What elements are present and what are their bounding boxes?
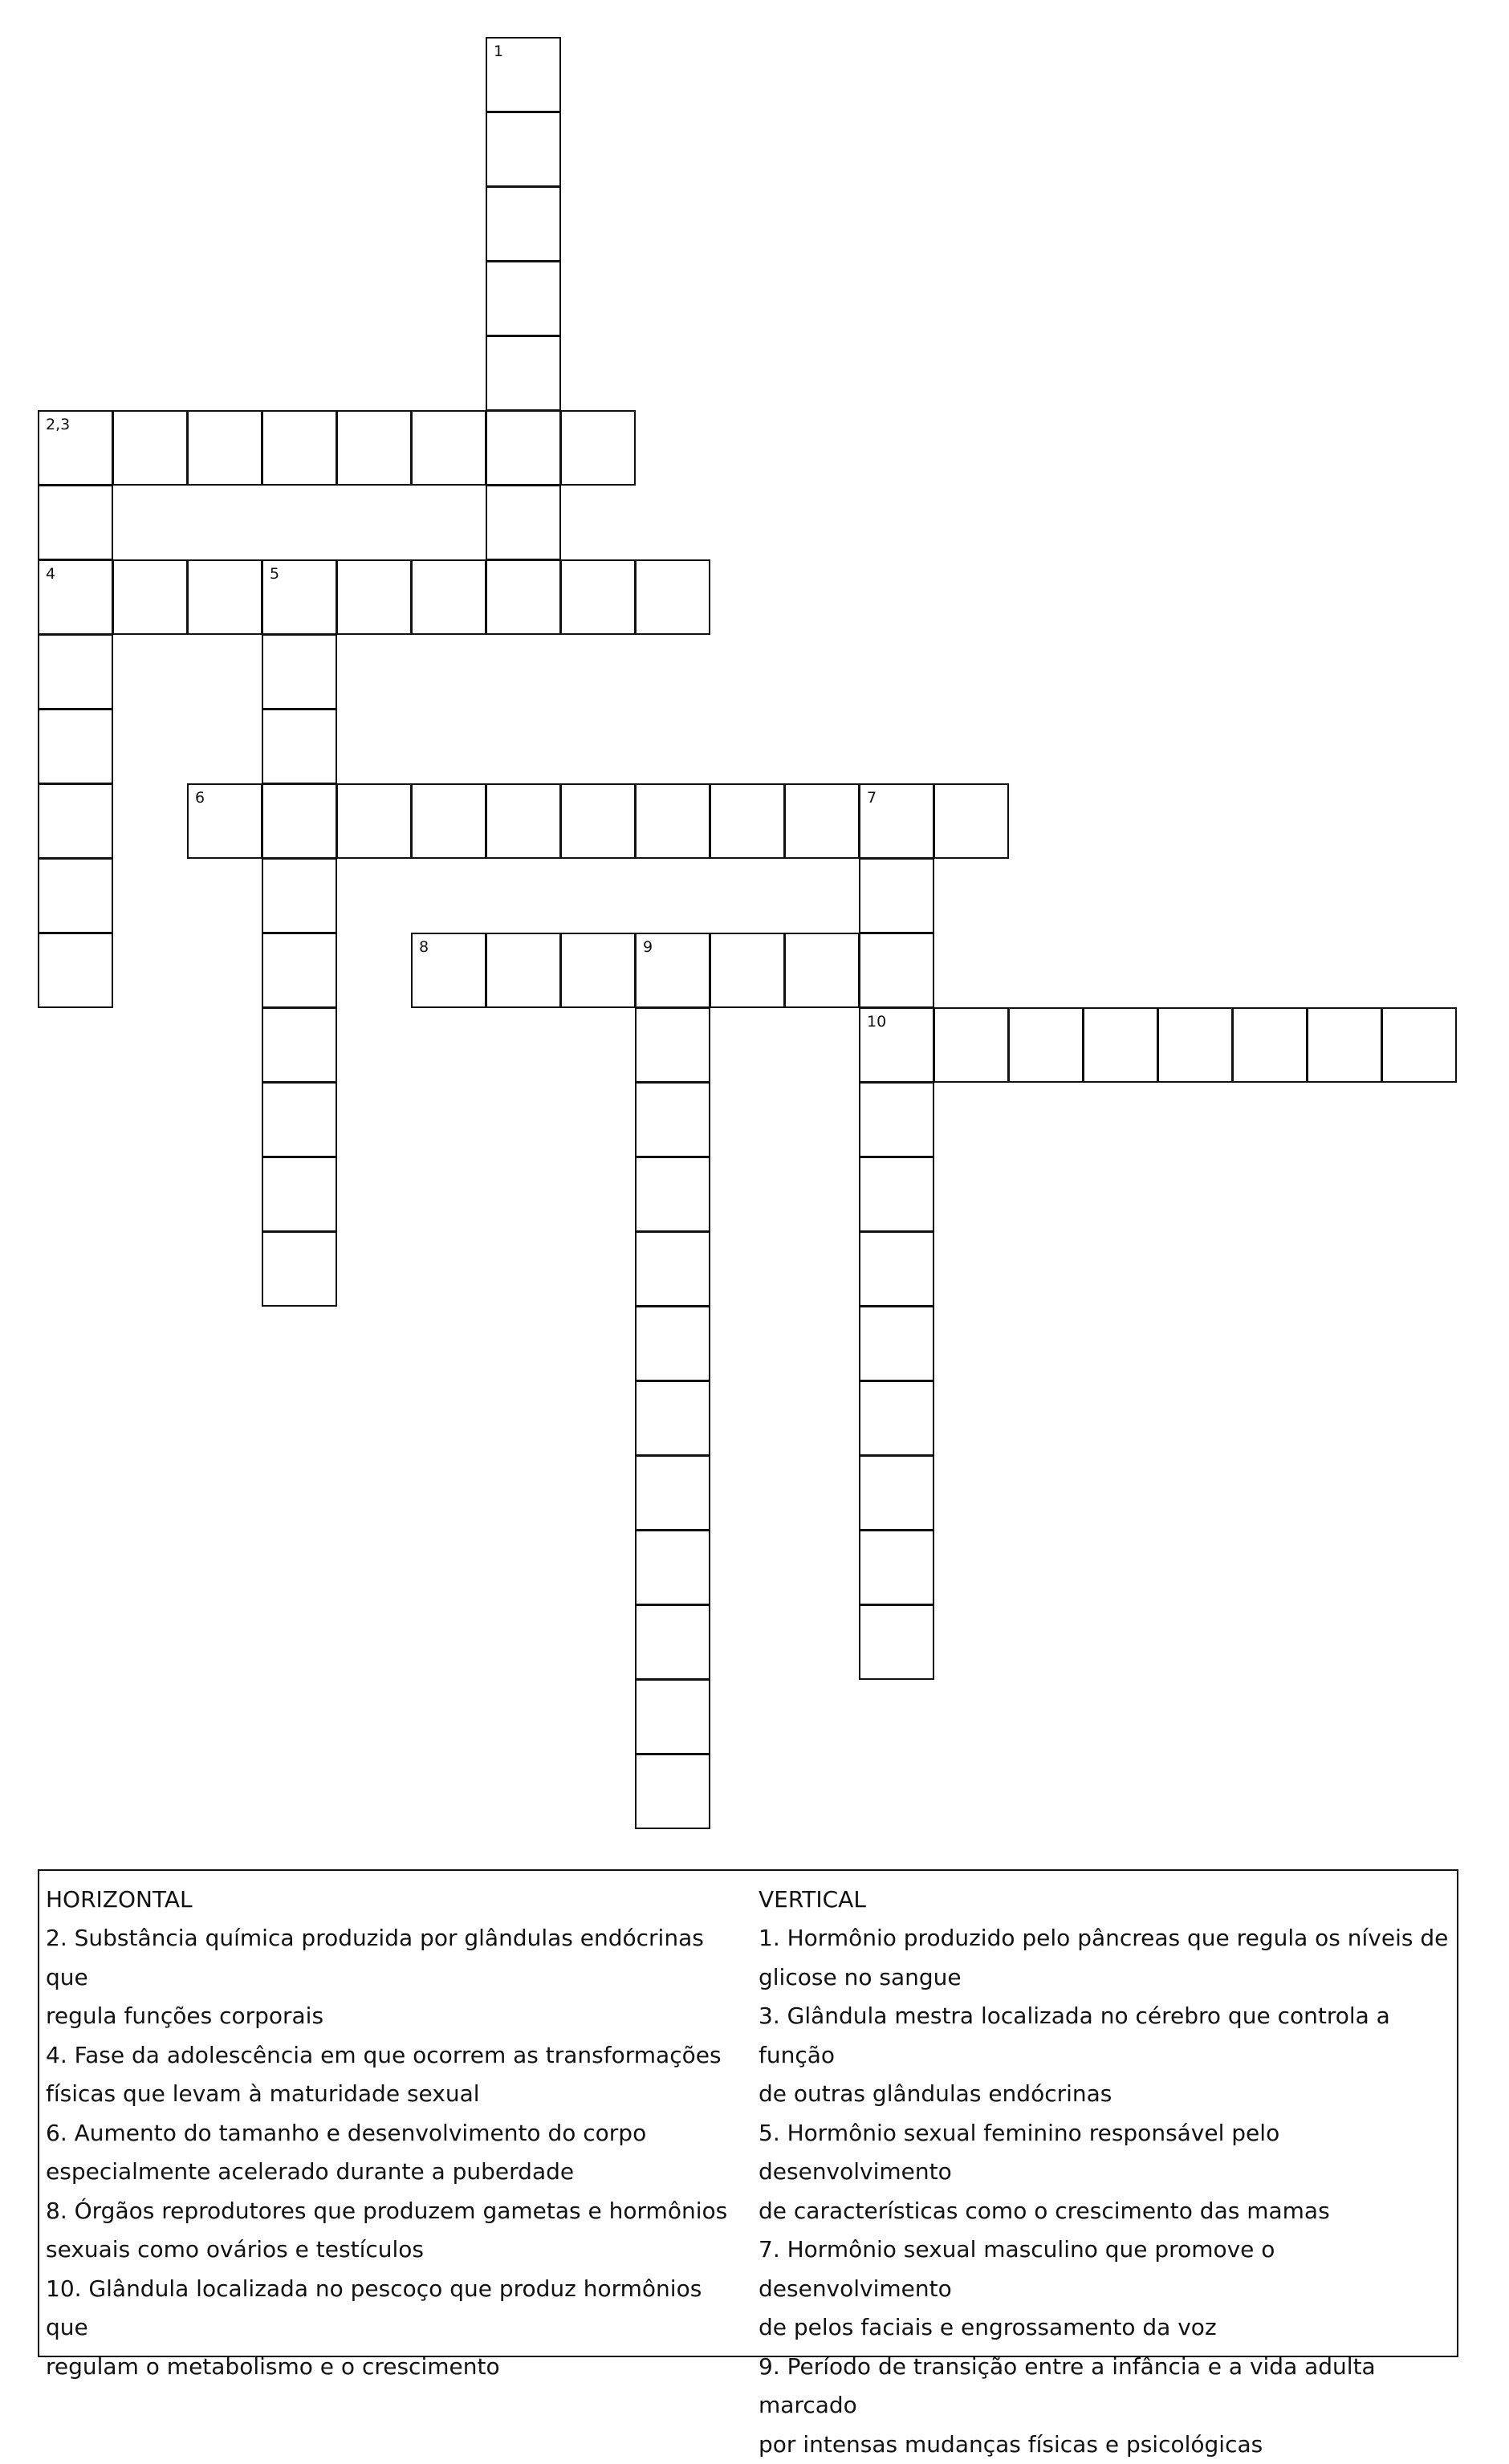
crossword-cell[interactable] (635, 1754, 710, 1829)
crossword-cell[interactable] (262, 1082, 337, 1157)
crossword-cell[interactable] (560, 933, 636, 1008)
crossword-cell[interactable] (187, 559, 262, 635)
crossword-cell[interactable] (635, 559, 710, 635)
crossword-cell[interactable] (262, 1157, 337, 1232)
crossword-cell[interactable] (411, 410, 486, 486)
clue-line: especialmente acelerado durante a puberdade (46, 2153, 736, 2192)
crossword-cell[interactable] (859, 1455, 934, 1531)
crossword-cell[interactable] (784, 783, 860, 859)
crossword-cell[interactable] (112, 410, 188, 486)
horizontal-clues (46, 1881, 736, 2386)
crossword-cell[interactable] (933, 783, 1009, 859)
crossword-cell[interactable] (262, 709, 337, 784)
crossword-cell[interactable] (336, 410, 412, 486)
crossword-cell[interactable] (486, 933, 561, 1008)
crossword-cell[interactable] (859, 1082, 934, 1157)
crossword-cell[interactable] (635, 1007, 710, 1083)
crossword-cell[interactable] (635, 1530, 710, 1605)
clue-line: de pelos faciais e engrossamento da voz (759, 2308, 1449, 2348)
crossword-cell[interactable] (262, 1007, 337, 1083)
clue-number: 5 (270, 565, 279, 583)
crossword-cell[interactable] (933, 1007, 1009, 1083)
crossword-cell[interactable] (859, 1157, 934, 1232)
clue-line: regulam o metabolismo e o crescimento (46, 2348, 736, 2387)
crossword-cell[interactable] (411, 933, 486, 1008)
clue-line: glicose no sangue (759, 1958, 1449, 1998)
crossword-cell[interactable] (486, 783, 561, 859)
clue-line: 4. Fase da adolescência em que ocorrem as transformações (46, 2036, 736, 2076)
crossword-cell[interactable] (859, 858, 934, 933)
crossword-cell[interactable] (411, 783, 486, 859)
crossword-cell[interactable] (262, 933, 337, 1008)
crossword-cell[interactable] (38, 410, 113, 486)
crossword-cell[interactable] (859, 1007, 934, 1083)
crossword-cell[interactable] (262, 858, 337, 933)
crossword-cell[interactable] (486, 559, 561, 635)
clue-line: regula funções corporais (46, 1997, 736, 2036)
crossword-cell[interactable] (38, 634, 113, 710)
crossword-cell[interactable] (411, 559, 486, 635)
clue-line: por intensas mudanças físicas e psicológicas (759, 2425, 1449, 2464)
crossword-cell[interactable] (486, 485, 561, 560)
clue-number: 9 (643, 938, 653, 956)
clue-number: 10 (867, 1013, 886, 1031)
clue-line: 1. Hormônio produzido pelo pâncreas que regula os níveis de (759, 1919, 1449, 1958)
crossword-cell[interactable] (635, 933, 710, 1008)
crossword-cell[interactable] (635, 1306, 710, 1381)
clue-number: 7 (867, 789, 877, 807)
crossword-cell[interactable] (784, 933, 860, 1008)
clue-line: 3. Glândula mestra localizada no cérebro que controla a função (759, 1997, 1449, 2075)
crossword-cell[interactable] (560, 410, 636, 486)
crossword-cell[interactable] (859, 1380, 934, 1456)
crossword-cell[interactable] (486, 112, 561, 187)
vertical-clue-list (759, 1919, 1449, 2464)
crossword-cell[interactable] (859, 1231, 934, 1307)
crossword-cell[interactable] (710, 933, 785, 1008)
crossword-cell[interactable] (1157, 1007, 1233, 1083)
crossword-cell[interactable] (336, 783, 412, 859)
crossword-cell[interactable] (859, 933, 934, 1008)
crossword-cell[interactable] (635, 783, 710, 859)
crossword-cell[interactable] (635, 1082, 710, 1157)
crossword-cell[interactable] (262, 634, 337, 710)
crossword-cell[interactable] (1083, 1007, 1158, 1083)
clue-line: 5. Hormônio sexual feminino responsável pelo desenvolvimento (759, 2114, 1449, 2192)
crossword-cell[interactable] (262, 1231, 337, 1307)
clue-number: 6 (195, 789, 205, 807)
clue-number: 4 (46, 565, 55, 583)
clue-number: 8 (419, 938, 429, 956)
crossword-cell[interactable] (859, 783, 934, 859)
crossword-cell[interactable] (859, 1604, 934, 1680)
vertical-clues (759, 1881, 1449, 2464)
crossword-cell[interactable] (635, 1231, 710, 1307)
clue-line: de outras glândulas endócrinas (759, 2075, 1449, 2114)
crossword-cell[interactable] (859, 1306, 934, 1381)
crossword-cell[interactable] (38, 709, 113, 784)
crossword-cell[interactable] (1232, 1007, 1308, 1083)
crossword-cell[interactable] (635, 1157, 710, 1232)
clue-line: 2. Substância química produzida por glândulas endócrinas que (46, 1919, 736, 1997)
clue-line: 6. Aumento do tamanho e desenvolvimento do corpo (46, 2114, 736, 2153)
clue-line: físicas que levam à maturidade sexual (46, 2075, 736, 2114)
crossword-cell[interactable] (486, 335, 561, 411)
crossword-cell[interactable] (635, 1455, 710, 1531)
crossword-cell[interactable] (187, 783, 262, 859)
horizontal-heading: HORIZONTAL (46, 1881, 736, 1919)
crossword-cell[interactable] (560, 559, 636, 635)
crossword-cell[interactable] (112, 559, 188, 635)
clue-line: 7. Hormônio sexual masculino que promove o desenvolvimento (759, 2230, 1449, 2308)
crossword-cell[interactable] (38, 559, 113, 635)
crossword-cell[interactable] (336, 559, 412, 635)
crossword-cell[interactable] (486, 37, 561, 112)
crossword-cell[interactable] (38, 485, 113, 560)
clue-line: 8. Órgãos reprodutores que produzem gametas e hormônios (46, 2192, 736, 2231)
crossword-cell[interactable] (859, 1530, 934, 1605)
clue-line: 10. Glândula localizada no pescoço que produz hormônios que (46, 2270, 736, 2348)
crossword-cell[interactable] (710, 783, 785, 859)
crossword-cell[interactable] (262, 410, 337, 486)
crossword-cell[interactable] (1381, 1007, 1457, 1083)
crossword-cell[interactable] (187, 410, 262, 486)
crossword-cell[interactable] (1307, 1007, 1382, 1083)
vertical-heading: VERTICAL (759, 1881, 1449, 1919)
crossword-cell[interactable] (262, 559, 337, 635)
crossword-cell[interactable] (635, 1604, 710, 1680)
crossword-cell[interactable] (1008, 1007, 1084, 1083)
crossword-cell[interactable] (38, 783, 113, 859)
clue-line: de características como o crescimento das mamas (759, 2192, 1449, 2231)
crossword-cell[interactable] (38, 933, 113, 1008)
clue-line: 9. Período de transição entre a infância e a vida adulta marcado (759, 2348, 1449, 2425)
clue-number: 1 (494, 43, 503, 60)
clues-box (38, 1869, 1458, 2357)
crossword-cell[interactable] (486, 186, 561, 262)
crossword-cell[interactable] (486, 261, 561, 336)
crossword-cell[interactable] (486, 410, 561, 486)
crossword-cell[interactable] (635, 1380, 710, 1456)
clue-line: sexuais como ovários e testículos (46, 2230, 736, 2270)
crossword-cell[interactable] (635, 1679, 710, 1754)
crossword-cell[interactable] (560, 783, 636, 859)
crossword-cell[interactable] (262, 783, 337, 859)
crossword-cell[interactable] (38, 858, 113, 933)
horizontal-clue-list (46, 1919, 736, 2386)
clue-number: 2,3 (46, 416, 70, 433)
